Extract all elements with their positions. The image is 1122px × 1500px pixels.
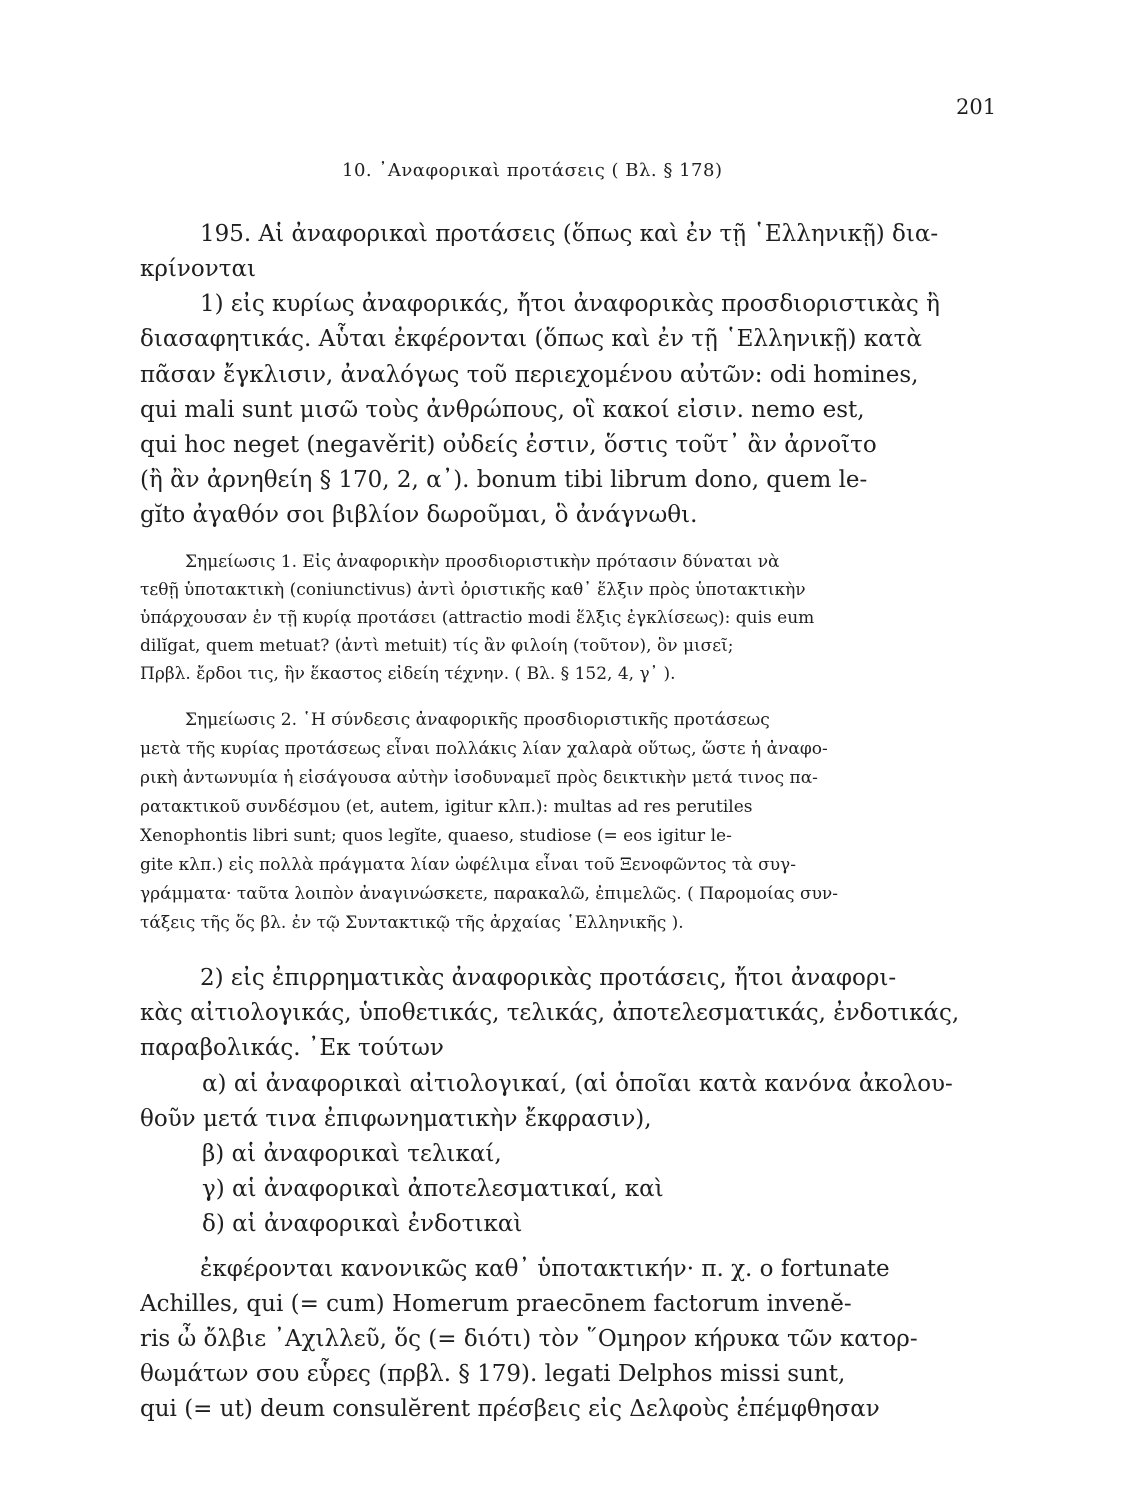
text-line: qui mali sunt μισῶ τοὺς ἀνθρώπους, οἳ κακοί εἰσιν. nemo est, — [140, 397, 865, 423]
page-number: 201 — [956, 95, 997, 119]
note-line: τάξεις τῆς ὅς βλ. ἐν τῷ Συντακτικῷ τῆς ἀρχαίας ῾Ελληνικῆς ). — [140, 913, 684, 933]
note-line: ὑπάρχουσαν ἐν τῇ κυρίᾳ προτάσει (attractio modi ἕλξις ἐγκλίσεως): quis eum — [140, 608, 815, 628]
note-line: dilĭgat, quem metuat? (ἀντὶ metuit) τίς ἂν φιλοίη (τοῦτον), ὃν μισεῖ; — [140, 636, 734, 656]
text-line: δ) αἱ ἀναφορικαὶ ἐνδοτικαὶ — [202, 1211, 523, 1237]
note-line: γράμματα· ταῦτα λοιπὸν ἀναγινώσκετε, παρακαλῶ, ἐπιμελῶς. ( Παρομοίας συν- — [140, 884, 839, 904]
text-line: ἐκφέρονται κανονικῶς καθ᾽ ὑποτακτικήν· π. χ. o fortunate — [200, 1256, 890, 1282]
text-line: πᾶσαν ἔγκλισιν, ἀναλόγως τοῦ περιεχομένου αὐτῶν: odi homines, — [140, 362, 919, 388]
text-line: β) αἱ ἀναφορικαὶ τελικαί, — [202, 1141, 502, 1167]
text-line: (ἢ ἂν ἀρνηθείη § 170, 2, α᾽). bonum tibi librum dono, quem le- — [140, 467, 868, 493]
text-line: παραβολικάς. ᾽Εκ τούτων — [140, 1035, 444, 1061]
note-line: τεθῇ ὑποτακτικὴ (coniunctivus) ἀντὶ ὁριστικῆς καθ᾽ ἕλξιν πρὸς ὑποτακτικὴν — [140, 580, 806, 600]
note-line: μετὰ τῆς κυρίας προτάσεως εἶναι πολλάκις λίαν χαλαρὰ οὕτως, ὥστε ἡ ἀναφο- — [140, 739, 828, 759]
note-line: Σημείωσις 2. ῾Η σύνδεσις ἀναφορικῆς προσδιοριστικῆς προτάσεως — [185, 710, 770, 730]
text-line: κρίνονται — [140, 256, 256, 282]
text-line: qui (= ut) deum consulĕrent πρέσβεις εἰς Δελφοὺς ἐπέμφθησαν — [140, 1396, 880, 1422]
text-line: θοῦν μετά τινα ἐπιφωνηματικὴν ἔκφρασιν), — [140, 1106, 652, 1132]
text-line: Achilles, qui (= cum) Homerum praecōnem factorum invenĕ- — [140, 1291, 852, 1317]
text-line: γ) αἱ ἀναφορικαὶ ἀποτελεσματικαί, καὶ — [202, 1176, 664, 1202]
note-line: gite κλπ.) εἰς πολλὰ πράγματα λίαν ὠφέλιμα εἶναι τοῦ Ξενοφῶντος τὰ συγ- — [140, 855, 796, 875]
note-line: Πρβλ. ἔρδοι τις, ἣν ἕκαστος εἰδείη τέχνην. ( Βλ. § 152, 4, γ᾽ ). — [140, 664, 676, 684]
section-heading: 10. ᾽Αναφορικαὶ προτάσεις ( Βλ. § 178) — [342, 160, 723, 181]
text-line: α) αἱ ἀναφορικαὶ αἰτιολογικαί, (αἱ ὁποῖαι κατὰ κανόνα ἀκολου- — [202, 1071, 953, 1097]
note-line: Xenophontis libri sunt; quos legĭte, quaeso, studiose (= eos igitur le- — [140, 826, 732, 846]
note-line: ρικὴ ἀντωνυμία ἡ εἰσάγουσα αὐτὴν ἰσοδυναμεῖ πρὸς δεικτικὴν μετά τινος πα- — [140, 768, 818, 788]
text-line: διασαφητικάς. Αὗται ἐκφέρονται (ὅπως καὶ ἐν τῇ ῾Ελληνικῇ) κατὰ — [140, 326, 922, 352]
text-line: 1) εἰς κυρίως ἀναφορικάς, ἤτοι ἀναφορικὰς προσδιοριστικὰς ἢ — [200, 291, 940, 317]
text-line: 195. Αἱ ἀναφορικαὶ προτάσεις (ὅπως καὶ ἐν τῇ ῾Ελληνικῇ) δια- — [200, 221, 939, 247]
text-line: κὰς αἰτιολογικάς, ὑποθετικάς, τελικάς, ἀποτελεσματικάς, ἐνδοτικάς, — [140, 1000, 960, 1026]
text-line: ris ὦ ὄλβιε ᾽Αχιλλεῦ, ὅς (= διότι) τὸν ῞Ομηρον κήρυκα τῶν κατορ- — [140, 1326, 918, 1352]
note-line: ρατακτικοῦ συνδέσμου (et, autem, igitur κλπ.): multas ad res perutiles — [140, 797, 753, 817]
text-line: qui hoc neget (negavěrit) οὐδείς ἐστιν, ὅστις τοῦτ᾽ ἂν ἀρνοῖτο — [140, 432, 877, 458]
text-line: θωμάτων σου εὗρες (πρβλ. § 179). legati Delphos missi sunt, — [140, 1361, 846, 1387]
text-line: gĭto ἀγαθόν σοι βιβλίον δωροῦμαι, ὃ ἀνάγνωθι. — [140, 502, 698, 528]
note-line: Σημείωσις 1. Εἰς ἀναφορικὴν προσδιοριστικὴν πρότασιν δύναται νὰ — [185, 552, 780, 572]
text-line: 2) εἰς ἐπιρρηματικὰς ἀναφορικὰς προτάσεις, ἤτοι ἀναφορι- — [200, 965, 897, 991]
